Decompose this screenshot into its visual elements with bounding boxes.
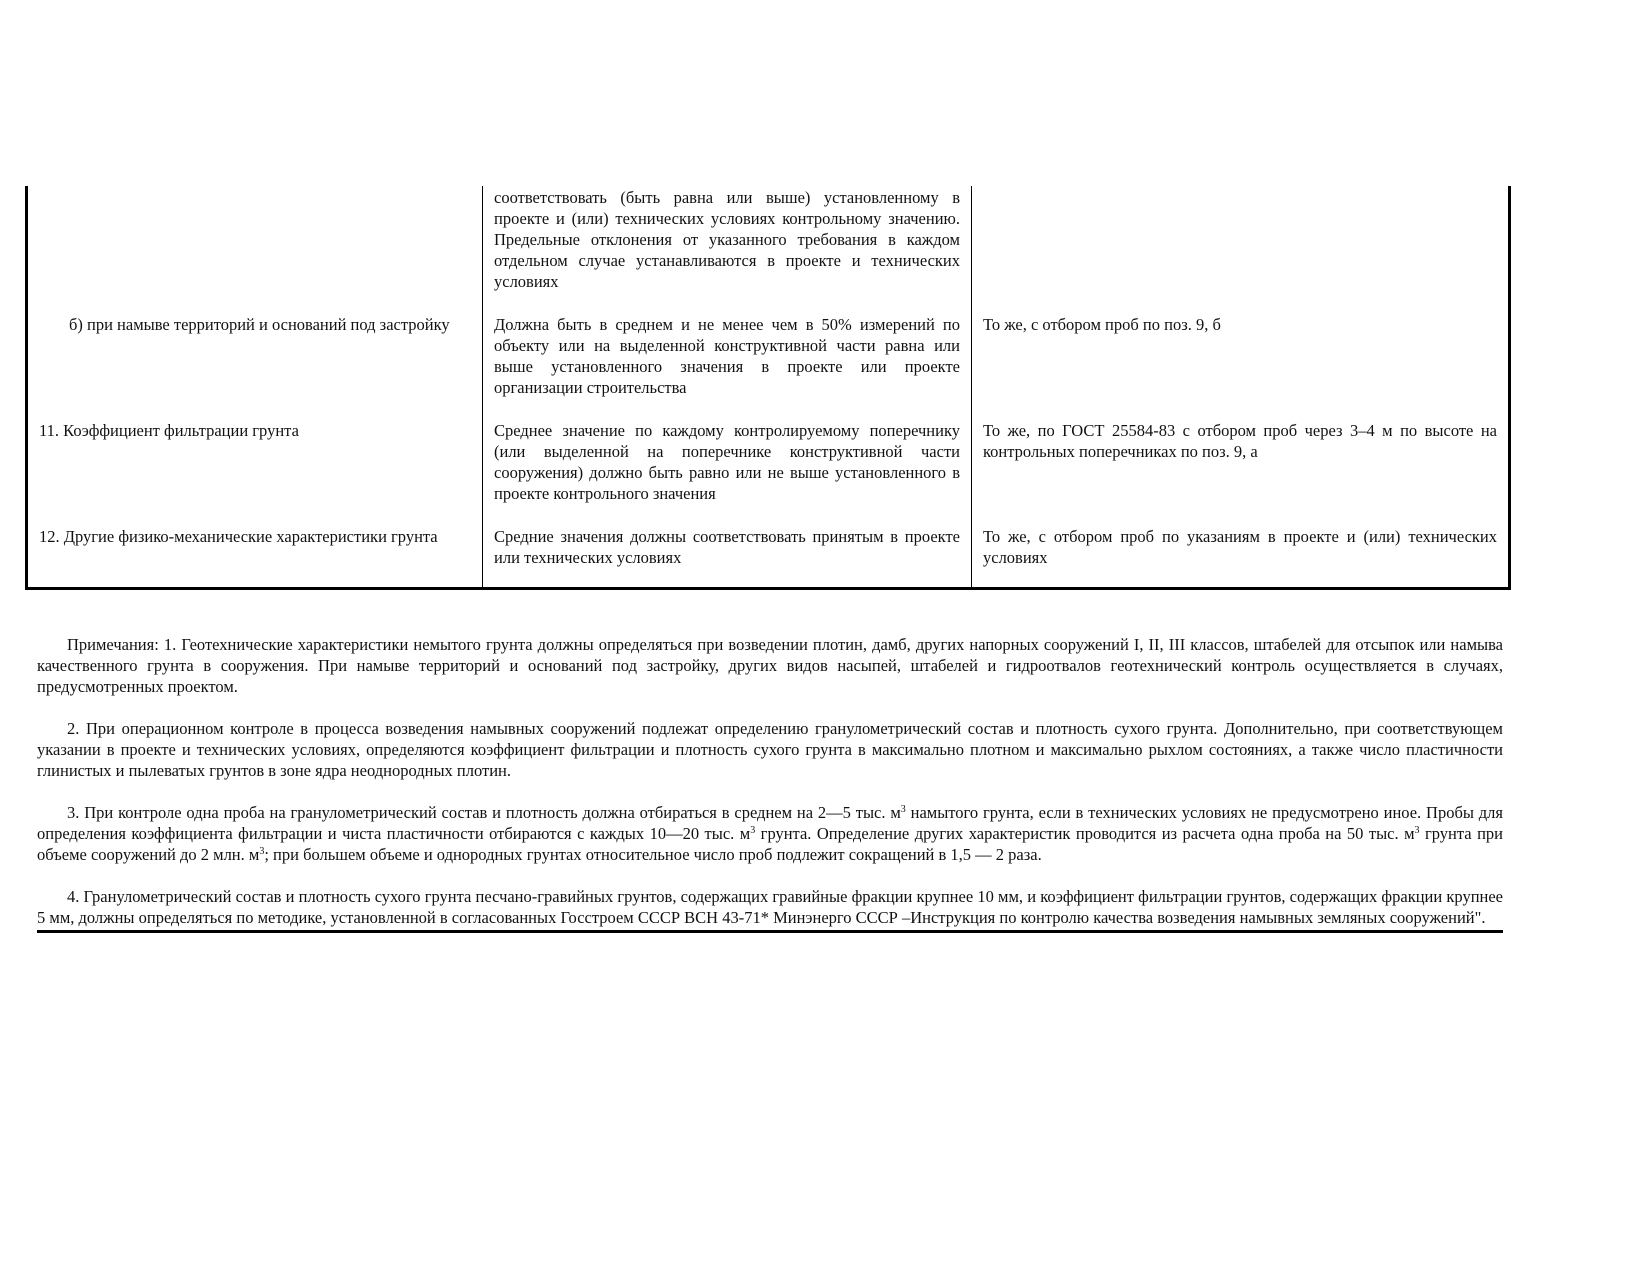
requirement-cell: Средние значения должны соответствовать принятым в проекте или технических условиях <box>483 526 972 587</box>
requirement-cell: Должна быть в среднем и не менее чем в 50% измерений по объекту или на выделенной конструктивной части равна или выше установленного значения в проекте или проекте организации строительства <box>483 314 972 420</box>
superscript: 3 <box>259 846 265 857</box>
control-method-cell: То же, с отбором проб по поз. 9, б <box>983 315 1221 334</box>
notes-section <box>37 634 1503 933</box>
superscript: 3 <box>900 804 906 815</box>
requirements-table <box>25 186 1511 590</box>
note-3-text: намытого грунта, если в технических условиях не предусмотрено иное. Пробы для определения коэффициента фильтрации и чиста пластичности отбираются с каждых 10—20 тыс. м <box>37 803 1503 843</box>
parameter-cell: 12. Другие физико-механические характеристики грунта <box>28 526 483 587</box>
note-1: Примечания: 1. Геотехнические характеристики немытого грунта должны определяться при возведении плотин, дамб, других напорных сооружений I, II, III классов, штабелей для отсыпок или намыва качественного грунта в сооружения. При намыве территорий и оснований под застройку, других видов насыпей, штабелей и гидроотвалов геотехнический контроль осуществляется в случаях, предусмотренных проектом. <box>37 635 1503 696</box>
parameter-cell: 11. Коэффициент фильтрации грунта <box>28 420 483 526</box>
note-2: 2. При операционном контроле в процесса возведения намывных сооружений подлежат определению гранулометрический состав и плотность сухого грунта. Дополнительно, при соответствующем указании в проекте и технических условиях, определяются коэффициент фильтрации и плотность сухого грунта в максимально плотном и максимально рыхлом состояниях, а также число пластичности глинистых и пылеватых грунтов в зоне ядра неоднородных плотин. <box>37 719 1503 780</box>
parameter-cell: б) при намыве территорий и оснований под застройку <box>28 314 483 420</box>
note-4: 4. Гранулометрический состав и плотность сухого грунта песчано-гравийных грунтов, содержащих гравийные фракции крупнее 10 мм, и коэффициент фильтрации грунтов, содержащих фракции крупнее 5 мм, должны определяться по методике, установленной в согласованных Госстроем СССР ВСН 43-71* Минэнерго СССР –Инструкция по контролю качества возведения намывных земляных сооружений". <box>37 887 1503 927</box>
table-row <box>28 314 1508 420</box>
parameter-cell <box>28 186 483 314</box>
superscript: 3 <box>750 825 756 836</box>
note-3 <box>37 802 1503 865</box>
note-3-text: грунта. Определение других характеристик проводится из расчета одна проба на 50 тыс. м <box>755 824 1415 843</box>
table-row <box>28 526 1508 587</box>
superscript: 3 <box>1414 825 1420 836</box>
table-row <box>28 186 1508 314</box>
requirement-cell: соответствовать (быть равна или выше) установленному в проекте и (или) технических условиях контрольному значению. Предельные отклонения от указанного требования в каждом отдельном случае устанавливаются в проекте и технических условиях <box>483 186 972 314</box>
requirement-cell: Среднее значение по каждому контролируемому поперечнику (или выделенной на поперечнике конструктивной части сооружения) должно быть равно или не выше установленного в проекте контрольного значения <box>483 420 972 526</box>
note-3-text: грунта при объеме сооружений до 2 млн. м <box>37 824 1504 864</box>
table-row <box>28 420 1508 526</box>
note-3-text: 3. При контроле одна проба на гранулометрический состав и плотность должна отбираться в среднем на 2—5 тыс. м <box>67 803 901 822</box>
control-method-cell: То же, с отбором проб по указаниям в проекте и (или) технических условиях <box>983 527 1497 567</box>
note-3-text: ; при большем объеме и однородных грунтах относительное число проб подлежит сокращений в 1,5 — 2 раза. <box>264 845 1042 864</box>
control-method-cell <box>972 186 1508 314</box>
control-method-cell: То же, по ГОСТ 25584-83 с отбором проб через 3–4 м по высоте на контрольных поперечниках по поз. 9, а <box>983 421 1497 461</box>
